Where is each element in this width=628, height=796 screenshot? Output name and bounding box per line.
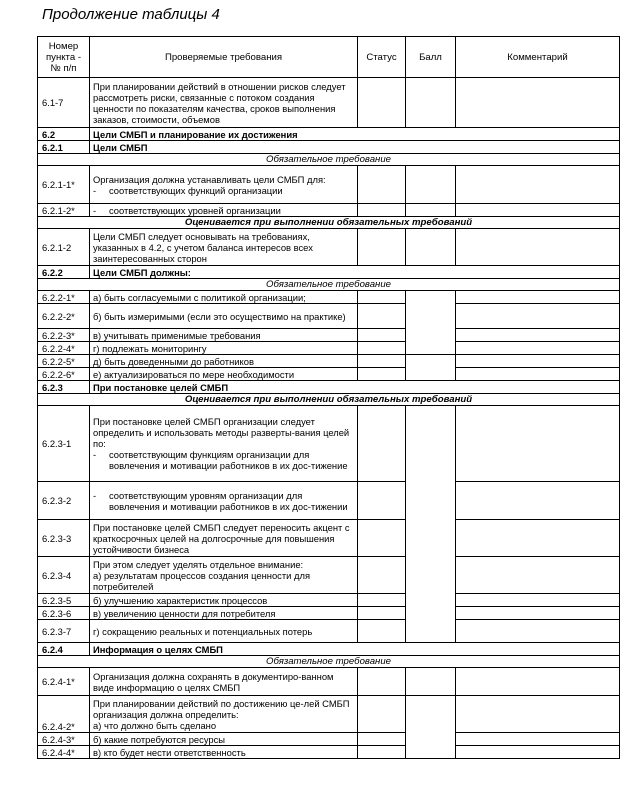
status-cell[interactable] (358, 520, 406, 557)
comment-cell[interactable] (456, 329, 620, 342)
comment-cell[interactable] (456, 78, 620, 128)
dash-marker: - (93, 489, 97, 501)
section-title: При постановке целей СМБП (90, 381, 620, 394)
comment-cell[interactable] (456, 166, 620, 204)
status-cell[interactable] (358, 166, 406, 204)
score-cell[interactable] (406, 291, 456, 355)
table-row (38, 166, 620, 204)
requirement-item: а) что должно быть сделано (93, 719, 217, 731)
status-cell[interactable] (358, 304, 406, 329)
comment-cell[interactable] (456, 733, 620, 746)
dash-marker: - (93, 204, 97, 216)
header-row (38, 37, 620, 78)
requirement-text: При постановке целей СМБП следует переносить акцент с краткосрочных целей на долгосрочные для повышения устойчивости бизнеса (90, 520, 358, 557)
row-number: 6.2.1-2 (38, 229, 90, 266)
row-number: 6.1-7 (38, 78, 90, 128)
comment-cell[interactable] (456, 304, 620, 329)
status-cell[interactable] (358, 355, 406, 368)
status-cell[interactable] (358, 733, 406, 746)
score-cell[interactable] (406, 668, 456, 696)
section-row (38, 266, 620, 279)
row-number: 6.2.1-1* (38, 166, 90, 204)
table-row (38, 355, 620, 368)
comment-cell[interactable] (456, 229, 620, 266)
comment-cell[interactable] (456, 342, 620, 355)
status-cell[interactable] (358, 746, 406, 759)
row-number: 6.2 (38, 128, 90, 141)
status-cell[interactable] (358, 620, 406, 643)
score-cell[interactable] (406, 166, 456, 204)
comment-cell[interactable] (456, 668, 620, 696)
table-continuation-title: Продолжение таблицы 4 (42, 6, 220, 23)
header-num: Номер пункта - № п/п (38, 37, 90, 78)
requirement-text (90, 406, 358, 482)
table-row (38, 406, 620, 482)
section-title: Цели СМБП и планирование их достижения (90, 128, 620, 141)
section-title: Цели СМБП должны: (90, 266, 620, 279)
status-cell[interactable] (358, 291, 406, 304)
table-row (38, 304, 620, 329)
table-row (38, 620, 620, 643)
comment-cell[interactable] (456, 406, 620, 482)
score-cell[interactable] (406, 355, 456, 381)
table-row (38, 368, 620, 381)
comment-cell[interactable] (456, 607, 620, 620)
score-cell[interactable] (406, 406, 456, 643)
header-requirements: Проверяемые требования (90, 37, 358, 78)
comment-cell[interactable] (456, 355, 620, 368)
requirement-text (90, 166, 358, 204)
status-cell[interactable] (358, 78, 406, 128)
requirement-lead: При этом следует уделять отдельное внимание: (93, 558, 304, 570)
evaluation-row (38, 217, 620, 229)
mandatory-row (38, 154, 620, 166)
requirement-text: б) быть измеримыми (если это осуществимо на практике) (90, 304, 358, 329)
section-title: Цели СМБП (90, 141, 620, 154)
requirement-text: б) улучшению характеристик процессов (90, 594, 358, 607)
row-number: 6.2.3-4 (38, 557, 90, 594)
dash-marker: - (93, 184, 97, 196)
comment-cell[interactable] (456, 482, 620, 520)
comment-cell[interactable] (456, 620, 620, 643)
mandatory-row (38, 279, 620, 291)
status-cell[interactable] (358, 668, 406, 696)
header-comment: Комментарий (456, 37, 620, 78)
requirement-lead: При постановке целей СМБП организации следует определить и использовать методы разверты-вания целей по: (93, 416, 350, 449)
mandatory-label: Обязательное требование (38, 656, 620, 668)
requirement-text: е) актуализироваться по мере необходимости (90, 368, 358, 381)
requirement-text: Цели СМБП следует основывать на требованиях, указанных в 4.2, с учетом баланса интересов всех заинтересованных сторон (90, 229, 358, 266)
mandatory-label: Обязательное требование (38, 154, 620, 166)
score-cell[interactable] (406, 229, 456, 266)
requirement-text: Организация должна сохранять в документиро-ванном виде информацию о целях СМБП (90, 668, 358, 696)
table-row (38, 291, 620, 304)
comment-cell[interactable] (456, 746, 620, 759)
row-number: 6.2.1 (38, 141, 90, 154)
requirement-text: г) подлежать мониторингу (90, 342, 358, 355)
row-number: 6.2.4-3* (38, 733, 90, 746)
comment-cell[interactable] (456, 594, 620, 607)
row-number: 6.2.2-3* (38, 329, 90, 342)
requirement-text: При планировании действий в отношении рисков следует рассмотреть риски, связанные с потоком создания ценности по показателям качества, сроков выполнения заказов, стоимости, объемов (90, 78, 358, 128)
row-number: 6.2.2-1* (38, 291, 90, 304)
table-row (38, 520, 620, 557)
status-cell[interactable] (358, 342, 406, 355)
row-number: 6.2.3 (38, 381, 90, 394)
row-number: 6.2.4 (38, 643, 90, 656)
row-number: 6.2.3-1 (38, 406, 90, 482)
score-cell[interactable] (406, 696, 456, 759)
requirement-text (90, 482, 358, 520)
row-number: 6.2.2 (38, 266, 90, 279)
checklist-table (37, 36, 620, 759)
requirement-text: б) какие потребуются ресурсы (90, 733, 358, 746)
table-row (38, 733, 620, 746)
requirement-text: в) учитывать применимые требования (90, 329, 358, 342)
table-row (38, 229, 620, 266)
status-cell[interactable] (358, 482, 406, 520)
row-number: 6.2.3-6 (38, 607, 90, 620)
status-cell[interactable] (358, 594, 406, 607)
row-number: 6.2.3-5 (38, 594, 90, 607)
requirement-text: в) кто будет нести ответственность (90, 746, 358, 759)
requirement-item: а) результатам процессов создания ценности для потребителей (93, 569, 311, 592)
row-number: 6.2.2-2* (38, 304, 90, 329)
status-cell[interactable] (358, 329, 406, 342)
status-cell[interactable] (358, 607, 406, 620)
requirement-item: соответствующим уровням организации для вовлечения и мотивации работников в их дос-тижении (109, 489, 348, 512)
table-row (38, 668, 620, 696)
table-row (38, 482, 620, 520)
table-row (38, 204, 620, 217)
comment-cell[interactable] (456, 520, 620, 557)
requirement-item: соответствующих функций организации (109, 184, 283, 196)
table-row (38, 696, 620, 733)
requirement-text (90, 204, 358, 217)
requirement-item: соответствующих уровней организации (109, 204, 281, 216)
evaluation-label: Оценивается при выполнении обязательных требований (38, 394, 620, 406)
row-number: 6.2.2-4* (38, 342, 90, 355)
table-row (38, 78, 620, 128)
requirement-lead: Организация должна устанавливать цели СМБП для: (93, 173, 326, 185)
status-cell[interactable] (358, 368, 406, 381)
status-cell[interactable] (358, 557, 406, 594)
status-cell[interactable] (358, 229, 406, 266)
table-row (38, 607, 620, 620)
row-number: 6.2.4-2* (38, 696, 90, 733)
evaluation-row (38, 394, 620, 406)
row-number: 6.2.4-1* (38, 668, 90, 696)
requirement-text: г) сокращению реальных и потенциальных потерь (90, 620, 358, 643)
comment-cell[interactable] (456, 696, 620, 733)
requirement-text: а) быть согласуемыми с политикой организации; (90, 291, 358, 304)
requirement-text: д) быть доведенными до работников (90, 355, 358, 368)
table-row (38, 594, 620, 607)
evaluation-label: Оценивается при выполнении обязательных требований (38, 217, 620, 229)
table-row (38, 329, 620, 342)
row-number: 6.2.3-7 (38, 620, 90, 643)
status-cell[interactable] (358, 696, 406, 733)
score-cell[interactable] (406, 204, 456, 217)
mandatory-label: Обязательное требование (38, 279, 620, 291)
row-number: 6.2.3-3 (38, 520, 90, 557)
row-number: 6.2.2-5* (38, 355, 90, 368)
section-row (38, 141, 620, 154)
mandatory-row (38, 656, 620, 668)
section-row (38, 643, 620, 656)
comment-cell[interactable] (456, 557, 620, 594)
comment-cell[interactable] (456, 204, 620, 217)
table-row (38, 557, 620, 594)
header-status: Статус (358, 37, 406, 78)
table-row (38, 342, 620, 355)
section-row (38, 128, 620, 141)
status-cell[interactable] (358, 204, 406, 217)
requirement-text (90, 696, 358, 733)
table-row (38, 746, 620, 759)
row-number: 6.2.1-2* (38, 204, 90, 217)
row-number: 6.2.3-2 (38, 482, 90, 520)
comment-cell[interactable] (456, 368, 620, 381)
row-number: 6.2.4-4* (38, 746, 90, 759)
dash-marker: - (93, 449, 97, 460)
requirement-item: соответствующим функциям организации для вовлечения и мотивации работников в их дос-тижение (109, 449, 348, 471)
section-row (38, 381, 620, 394)
requirement-text: в) увеличению ценности для потребителя (90, 607, 358, 620)
header-score: Балл (406, 37, 456, 78)
status-cell[interactable] (358, 406, 406, 482)
comment-cell[interactable] (456, 291, 620, 304)
requirement-lead: При планировании действий по достижению це-лей СМБП организация должна определить: (93, 697, 350, 720)
score-cell[interactable] (406, 78, 456, 128)
section-title: Информация о целях СМБП (90, 643, 620, 656)
row-number: 6.2.2-6* (38, 368, 90, 381)
requirement-text (90, 557, 358, 594)
